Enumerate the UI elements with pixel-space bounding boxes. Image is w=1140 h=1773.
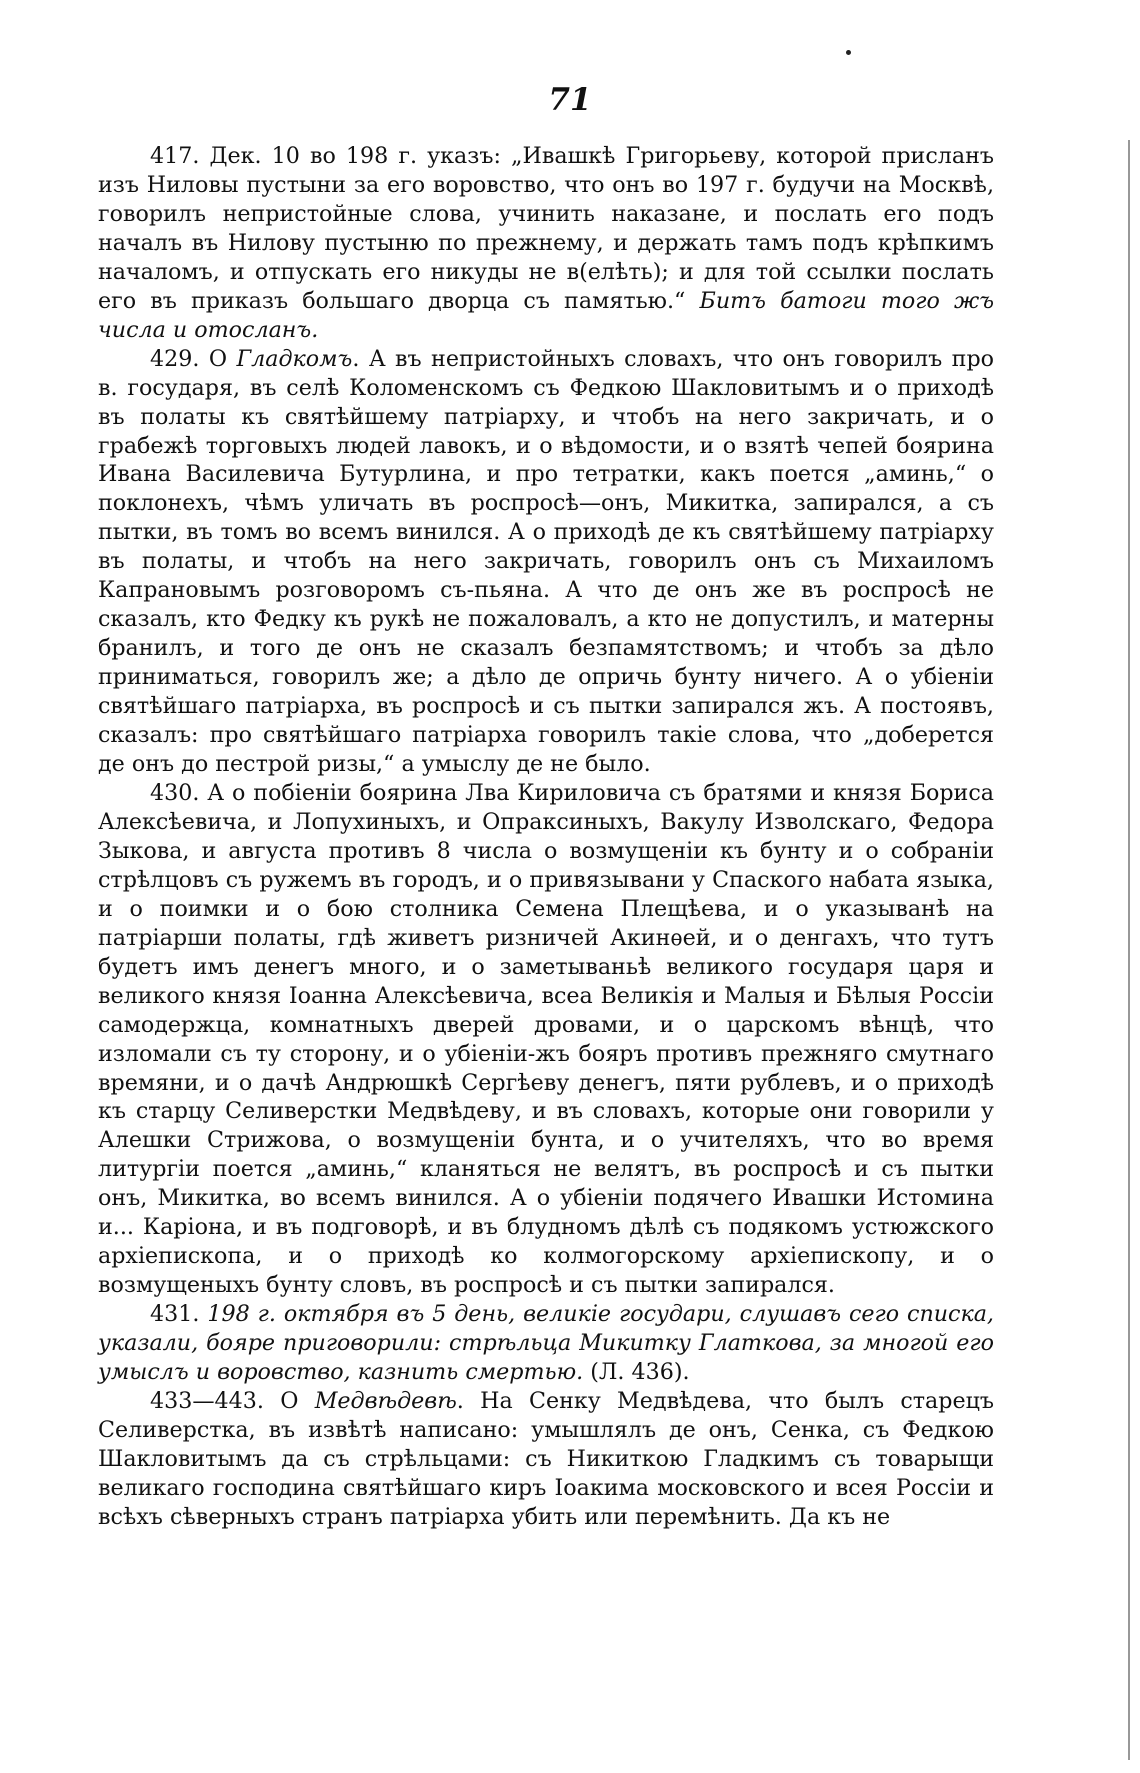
text-segment-italic: 198 г. октября въ 5 день, великіе государи, слушавъ сего списка, указали, бояре приговорили: стрѣльца Микитку Глаткова, за многой его умыслъ и воровство, казнить смертью.	[98, 1301, 994, 1386]
body-text	[98, 142, 994, 1532]
text-segment: 429. О	[150, 345, 237, 372]
paragraph-430	[98, 779, 994, 1300]
print-speck	[846, 50, 851, 55]
paragraph-433-443	[98, 1387, 994, 1532]
paragraph-429	[98, 345, 994, 779]
text-segment-italic: Гладкомъ	[236, 345, 353, 372]
paragraph-431	[98, 1300, 994, 1387]
text-segment: 433—443. О	[150, 1387, 315, 1414]
text-segment: . На Сенку Медвѣдева, что былъ старецъ Селиверстка, въ извѣтѣ написано: умышлялъ де онъ, Сенка, съ Федкою Шакловитымъ да съ стрѣльцами: съ Никиткою Гладкимъ съ товарыщи великаго господина святѣйшаго киръ Іоакима московского и всея Россіи и всѣхъ сѣверныхъ странъ патріарха убить или перемѣнить. Да къ не	[98, 1387, 995, 1530]
text-segment: 430. А о побіеніи боярина Лва Кириловича съ братями и князя Бориса Алексѣевича, и Лопухиныхъ, и Опраксиныхъ, Вакулу Изволскаго, Федора Зыкова, и августа противъ 8 числа о возмущеніи къ бунту и о собраніи стрѣлцовъ съ ружемъ въ городъ, и о привязывани у Спаского набата языка, и о поимки и о бою столника Семена Плещѣева, и о указыванѣ на патріарши полаты, гдѣ живетъ ризничей Акинѳей, и о денгахъ, что тутъ будетъ имъ денегъ много, и о заметываньѣ великого государя царя и великого князя Іоанна Алексѣевича, всеа Великія и Малыя и Бѣлыя Россіи самодержца, комнатныхъ дверей дровами, и о царскомъ вѣнцѣ, что изломали съ ту сторону, и о убіеніи-жъ бояръ противъ прежняго смутнаго времяни, и о дачѣ Андрюшкѣ Сергѣеву денегъ, пяти рублевъ, и о приходѣ къ старцу Селиверстки Медвѣдеву, и въ словахъ, которые они говорили у Алешки Стрижова, о возмущеніи бунта, и о учителяхъ, что во время литургіи поется „аминь,“ кланяться не велятъ, въ роспросѣ и съ пытки онъ, Микитка, во всемъ винился. А о убіеніи подячего Ивашки Истомина и... Каріона, и въ подговорѣ, и въ блудномъ дѣлѣ съ подякомъ устюжского архіепископа, и о приходѣ ко колмогорскому архіепископу, и о возмущеныхъ бунту словъ, въ роспросѣ и съ пытки запирался.	[98, 779, 994, 1299]
text-segment-italic: Битъ батоги того жъ числа и отосланъ.	[98, 287, 994, 343]
page-number: 71	[548, 82, 592, 118]
text-segment: 431.	[150, 1301, 208, 1328]
text-segment: 417. Дек. 10 во 198 г. указъ: „Ивашкѣ Григорьеву, которой присланъ изъ Ниловы пустыни за его воровство, что онъ во 197 г. будучи на Москвѣ, говорилъ непристойные слова, учинить наказане, и послать его подъ началъ въ Нилову пустыню по прежнему, и держать тамъ подъ крѣпкимъ началомъ, и отпускать его никуды не в(елѣть); и для той ссылки послать его въ приказъ большаго дворца съ памятью.“	[98, 143, 994, 314]
page-edge-rule	[1128, 140, 1130, 1760]
text-segment-italic: Медвѣдевѣ	[314, 1387, 457, 1414]
text-segment: . А въ непристойныхъ словахъ, что онъ говорилъ про в. государя, въ селѣ Коломенскомъ съ Федкою Шакловитымъ и о приходѣ въ полаты къ святѣйшему патріарху, и чтобъ на него закричать, и о грабежѣ торговыхъ людей лавокъ, и о вѣдомости, и о взятѣ чепей боярина Ивана Василевича Бутурлина, и про тетратки, какъ поется „аминь,“ о поклонехъ, чѣмъ уличать въ роспросѣ—онъ, Микитка, запирался, а съ пытки, въ томъ во всемъ винился. А о приходѣ де къ святѣйшему патріарху въ полаты, и чтобъ на него закричать, говорилъ онъ съ Михаиломъ Капрановымъ розговоромъ съ-пьяна. А что де онъ же въ роспросѣ не сказалъ, кто Федку къ рукѣ не пожаловалъ, а кто не допустилъ, и матерны бранилъ, и того де онъ не сказалъ безпамятствомъ; и чтобъ за дѣло приниматься, говорилъ же; а дѣло де опричь бунту ничего. А о убіеніи святѣйшаго патріарха, въ роспросѣ и съ пытки запирался жъ. А постоявъ, сказалъ: про святѣйшаго патріарха говорилъ такіе слова, что „доберется де онъ до пестрой ризы,“ а умыслу де не было.	[98, 345, 995, 778]
text-segment: (Л. 436).	[583, 1359, 690, 1386]
paragraph-417	[98, 142, 994, 345]
